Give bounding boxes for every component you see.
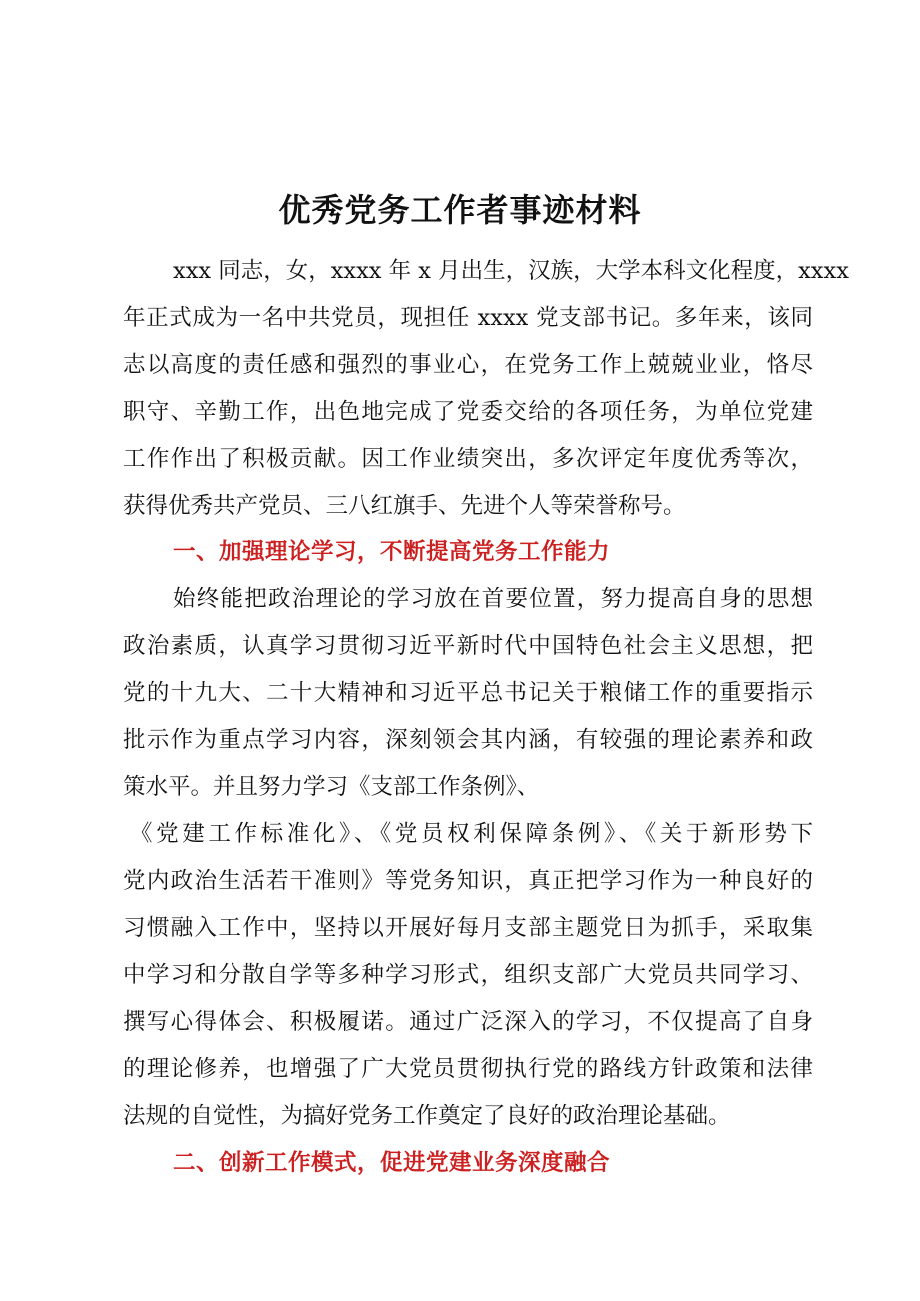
paragraph-line: 始终能把政治理论的学习放在首要位置，努力提高自身的思想 xyxy=(173,586,813,612)
paragraph-line: 党内政治生活若干准则》等党务知识，真正把学习作为一种良好的 xyxy=(123,868,813,894)
paragraph-line: 习惯融入工作中，坚持以开展好每月支部主题党日为抓手，采取集 xyxy=(123,915,813,941)
paragraph-line: 撰写心得体会、积极履诺。通过广泛深入的学习，不仅提高了自身 xyxy=(123,1009,813,1035)
intro-line: 获得优秀共产党员、三八红旗手、先进个人等荣誉称号。 xyxy=(123,493,686,519)
intro-line: 职守、辛勤工作，出色地完成了党委交给的各项任务，为单位党建 xyxy=(123,399,813,425)
paragraph-line: 政治素质，认真学习贯彻习近平新时代中国特色社会主义思想，把 xyxy=(123,633,813,659)
intro-line: xxx 同志，女，xxxx 年 x 月出生，汉族，大学本科文化程度，xxxx xyxy=(173,258,849,284)
paragraph-line: 的理论修养，也增强了广大党员贯彻执行党的路线方针政策和法律 xyxy=(123,1056,813,1082)
intro-line: 年正式成为一名中共党员，现担任 xxxx 党支部书记。多年来，该同 xyxy=(123,305,813,331)
paragraph-line: 策水平。并且努力学习《支部工作条例》、 xyxy=(123,774,540,800)
intro-line: 志以高度的责任感和强烈的事业心，在党务工作上兢兢业业，恪尽 xyxy=(123,352,813,378)
section-heading-1: 一、加强理论学习，不断提高党务工作能力 xyxy=(173,539,611,565)
section-heading-2: 二、创新工作模式，促进党建业务深度融合 xyxy=(173,1150,611,1176)
intro-line: 工作作出了积极贡献。因工作业绩突出，多次评定年度优秀等次， xyxy=(123,446,813,472)
paragraph-line: 中学习和分散自学等多种学习形式，组织支部广大党员共同学习、 xyxy=(123,962,813,988)
paragraph-line: 党的十九大、二十大精神和习近平总书记关于粮储工作的重要指示 xyxy=(123,680,813,706)
paragraph-line: 批示作为重点学习内容，深刻领会其内涵，有较强的理论素养和政 xyxy=(123,727,813,753)
document-title: 优秀党务工作者事迹材料 xyxy=(278,191,642,229)
paragraph-line: 《党建工作标准化》、《党员权利保障条例》、《关于新形势下 xyxy=(130,821,813,847)
paragraph-line: 法规的自觉性，为搞好党务工作奠定了良好的政治理论基础。 xyxy=(123,1103,731,1129)
